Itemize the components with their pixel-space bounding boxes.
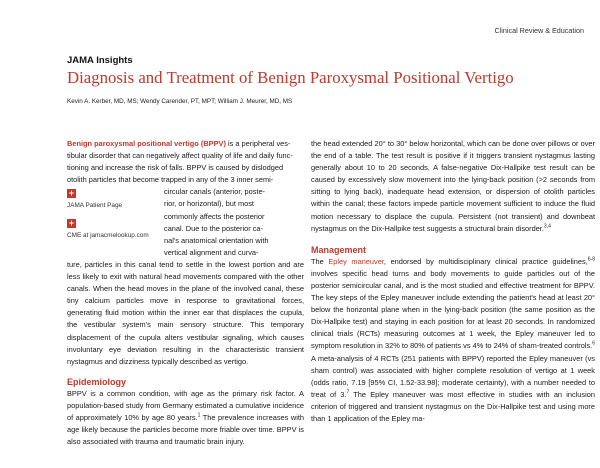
article-title: Diagnosis and Treatment of Benign Paroxysmal Positional Vertigo <box>67 68 514 87</box>
section-heading-epidemiology: Epidemiology <box>67 376 127 387</box>
body-paragraph: ture, particles in this canal tend to settle in the lowest portion and are less likely to exit with natural head movements compared with the other canals. When the head moves in the plane of the involved canal, these tiny calcium particles move in response to gravitational forces, generating fluid motion within the inner ear that displaces the cupula, the vestibular system's main sensory structure. This temporary displacement of the cupula alters vestibular signaling, which causes involuntary eye deviation resulting in the characteristic transient nystagmus and dizziness typically described as vertigo. <box>67 259 304 366</box>
plus-icon: + <box>68 188 75 199</box>
lead-term: Benign paroxysmal positional vertigo (BPPV) <box>67 139 226 148</box>
wrapped-text: circular canals (anterior, poste- rior, or horizontal), but most commonly affects the posterior canal. Due to the posterior ca- nal's anatomical orientation with vertical alignment and curva- <box>164 187 269 257</box>
patient-page-ref[interactable]: + JAMA Patient Page <box>67 188 123 210</box>
cme-ref[interactable]: + CME at jamacmelookup.com <box>67 218 149 240</box>
left-column <box>67 138 334 448</box>
wrap-block <box>67 186 334 259</box>
author-list: Kevin A. Kerber, MD, MS; Wendy Carender, PT, MPT; William J. Meurer, MD, MS <box>67 98 293 105</box>
section-heading-management: Management <box>311 244 367 255</box>
right-column <box>311 138 595 425</box>
epley-maneuver-link[interactable]: Epley maneuver <box>328 256 384 266</box>
management-paragraph: The Epley maneuver, endorsed by multidisciplinary clinical practice guidelines,$^{6-8}$ involves specific head turns and body movements to guide particles out of the posterior semicircular canal, and is the most studied and effective treatment for BPPV. The key steps of the Epley maneuver include extending the patient's head at least 20° below the horizontal plane when in the lying-back position (the same position as the Dix-Hallpike test) and staying in each position for at least 20 seconds. In randomized clinical trials (RCTs) measuring outcomes at 1 week, the Epley maneuver led to symptom resolution in 32% to 80% of patients vs 4% to 24% of sham-treated controls.$^6$ A meta-analysis of 4 RCTs (251 patients with BPPV) reported the Epley maneuver (vs sham control) was associated with higher complete resolution of vertigo at 1 week (odds ratio, 7.19 [95% CI, 1.52-33.98]; moderate certainty), with a number needed to treat of 3.$^7$ The Epley maneuver was most effective in studies with an inclusion criterion of triggered and transient nystagmus on the Dix-Hallpike test and using more than 1 application of the Epley ma- <box>311 256 595 423</box>
intro-paragraph: Benign paroxysmal positional vertigo (BPPV) is a peripheral ves- tibular disorder that can negatively affect quality of life and daily func- tioning and increase the risk of falls. BPPV is caused by dislodged otolith particles that become trapped in any of the 3 inner semi- <box>67 139 293 185</box>
section-kicker: JAMA Insights <box>67 55 133 66</box>
epidemiology-paragraph: BPPV is a common condition, with age as the primary risk factor. A population-based study from Germany estimated a cumulative incidence of approximately 10% by age 80 years.$^1$ The prevalence increases with age likely because the particles become more friable over time. BPPV is also associated with trauma and traumatic brain injury. <box>67 388 304 447</box>
plus-icon: + <box>68 218 75 229</box>
running-header: Clinical Review & Education <box>494 26 584 35</box>
dix-hallpike-paragraph: the head extended 20° to 30° below horizontal, which can be done over pillows or over the end of a table. The test result is positive if it triggers transient nystagmus lasting generally about 10 to 20 seconds. A false-negative Dix-Hallpike test result can be caused by excessively slow movement into the lying-back position (>2 seconds from sitting to lying back), inadequate head extension, or dispersion of otolith particles within the canal; these factors impede particle movement sufficient to induce the fluid motion necessary to displace the cupula. Persistent (not transient) and downbeat nystagmus on the Dix-Hallpike test suggests a structural brain disorder.$^{3,4}$ <box>311 139 595 233</box>
